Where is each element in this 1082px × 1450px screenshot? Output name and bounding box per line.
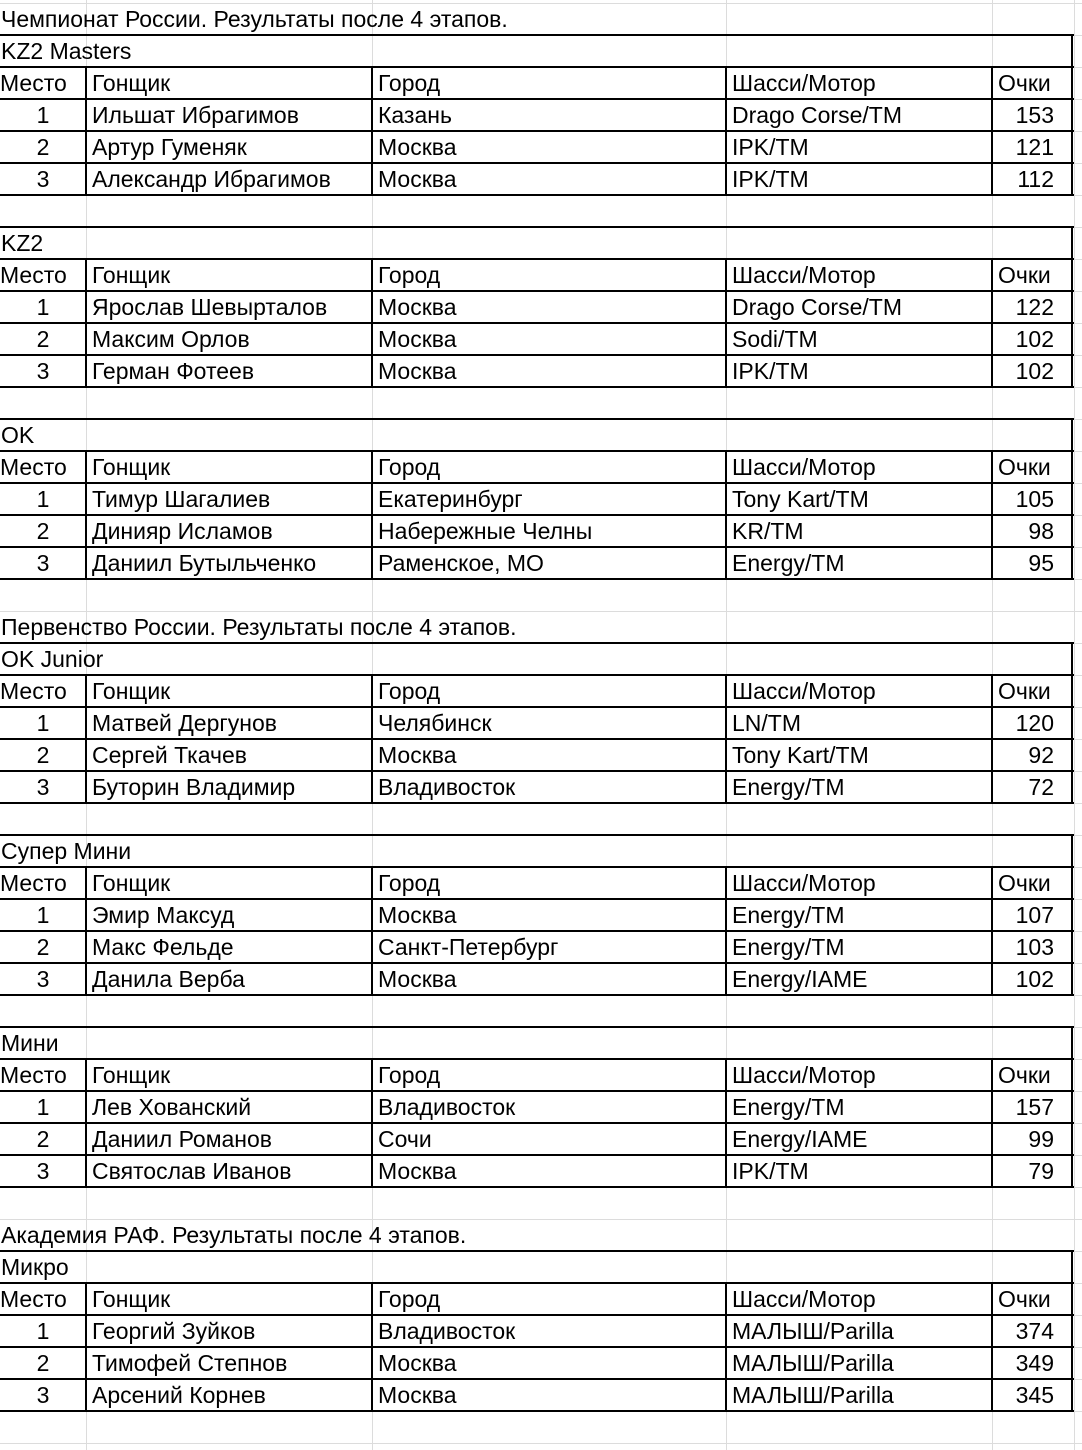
column-header-city: Город (378, 1062, 441, 1088)
table-row (0, 1315, 1074, 1347)
column-header-points: Очки (998, 678, 1051, 704)
driver-cell: Эмир Максуд (92, 902, 235, 928)
column-header-city: Город (378, 70, 441, 96)
table-row (0, 131, 1074, 163)
column-header-points: Очки (998, 454, 1051, 480)
class-name: KZ2 Masters (1, 38, 132, 64)
column-header-place: Место (0, 1062, 67, 1088)
column-header-driver: Гонщик (92, 1286, 171, 1312)
class-top-border (0, 1026, 1074, 1028)
table-row (0, 707, 1074, 739)
driver-cell: Тимофей Степнов (92, 1350, 288, 1376)
column-border (1071, 1282, 1073, 1411)
place-cell: 3 (36, 966, 50, 992)
right-border (1071, 226, 1073, 259)
points-cell: 107 (1015, 902, 1054, 928)
place-cell: 3 (36, 358, 50, 384)
row-border (0, 802, 1074, 804)
column-header-city: Город (378, 870, 441, 896)
driver-cell: Даниил Романов (92, 1126, 273, 1152)
chassis-cell: МАЛЫШ/Parilla (732, 1350, 894, 1376)
column-header-driver: Гонщик (92, 1062, 171, 1088)
city-cell: Москва (378, 294, 457, 320)
place-cell: 3 (36, 550, 50, 576)
chassis-cell: Energy/TM (732, 1094, 845, 1120)
place-cell: 2 (36, 742, 50, 768)
class-name: Мини (1, 1030, 59, 1056)
column-border (725, 1282, 727, 1411)
city-cell: Москва (378, 166, 457, 192)
column-header-place: Место (0, 678, 67, 704)
place-cell: 2 (36, 326, 50, 352)
place-cell: 3 (36, 1158, 50, 1184)
column-header-driver: Гонщик (92, 678, 171, 704)
table-row (0, 515, 1074, 547)
column-header-place: Место (0, 870, 67, 896)
points-cell: 102 (1015, 326, 1054, 352)
table-header-row (0, 67, 1074, 99)
column-border (991, 674, 993, 803)
city-cell: Челябинск (378, 710, 492, 736)
table-header-row (0, 675, 1074, 707)
place-cell: 1 (36, 486, 50, 512)
driver-cell: Ярослав Шевырталов (92, 294, 328, 320)
place-cell: 1 (36, 902, 50, 928)
place-cell: 2 (36, 518, 50, 544)
class-top-border (0, 418, 1074, 420)
chassis-cell: Drago Corse/TM (732, 102, 902, 128)
column-header-chassis: Шасси/Мотор (732, 262, 876, 288)
city-cell: Москва (378, 134, 457, 160)
class-top-border (0, 834, 1074, 836)
column-header-points: Очки (998, 870, 1051, 896)
column-border (85, 258, 87, 387)
column-border (85, 866, 87, 995)
city-cell: Сочи (378, 1126, 432, 1152)
column-header-chassis: Шасси/Мотор (732, 454, 876, 480)
class-top-border (0, 226, 1074, 228)
column-header-chassis: Шасси/Мотор (732, 1286, 876, 1312)
city-cell: Москва (378, 358, 457, 384)
driver-cell: Даниил Бутыльченко (92, 550, 317, 576)
class-top-border (0, 34, 1074, 36)
city-cell: Владивосток (378, 774, 516, 800)
column-header-city: Город (378, 454, 441, 480)
points-cell: 345 (1015, 1382, 1054, 1408)
points-cell: 99 (1028, 1126, 1054, 1152)
column-header-place: Место (0, 1286, 67, 1312)
city-cell: Москва (378, 1158, 457, 1184)
column-border (1071, 674, 1073, 803)
place-cell: 2 (36, 1126, 50, 1152)
table-row (0, 739, 1074, 771)
chassis-cell: KR/TM (732, 518, 804, 544)
points-cell: 349 (1015, 1350, 1054, 1376)
row-border (0, 1186, 1074, 1188)
column-header-chassis: Шасси/Мотор (732, 1062, 876, 1088)
table-row (0, 1091, 1074, 1123)
city-cell: Москва (378, 326, 457, 352)
place-cell: 1 (36, 102, 50, 128)
chassis-cell: IPK/TM (732, 358, 809, 384)
driver-cell: Ильшат Ибрагимов (92, 102, 299, 128)
points-cell: 102 (1015, 966, 1054, 992)
column-header-driver: Гонщик (92, 454, 171, 480)
class-name: OK Junior (1, 646, 104, 672)
row-border (0, 578, 1074, 580)
column-header-chassis: Шасси/Мотор (732, 70, 876, 96)
driver-cell: Георгий Зуйков (92, 1318, 256, 1344)
table-row (0, 355, 1074, 387)
column-border (85, 674, 87, 803)
column-border (725, 66, 727, 195)
right-border (1071, 1250, 1073, 1283)
column-border (85, 1058, 87, 1187)
column-header-chassis: Шасси/Мотор (732, 870, 876, 896)
right-border (1071, 834, 1073, 867)
table-header-row (0, 867, 1074, 899)
points-cell: 105 (1015, 486, 1054, 512)
driver-cell: Сергей Ткачев (92, 742, 247, 768)
table-row (0, 483, 1074, 515)
column-header-city: Город (378, 678, 441, 704)
city-cell: Владивосток (378, 1318, 516, 1344)
column-border (1071, 450, 1073, 579)
column-header-points: Очки (998, 70, 1051, 96)
column-header-place: Место (0, 70, 67, 96)
place-cell: 2 (36, 934, 50, 960)
table-header-row (0, 259, 1074, 291)
city-cell: Москва (378, 1382, 457, 1408)
chassis-cell: IPK/TM (732, 134, 809, 160)
column-header-driver: Гонщик (92, 870, 171, 896)
column-border (725, 674, 727, 803)
chassis-cell: Tony Kart/TM (732, 486, 869, 512)
points-cell: 98 (1028, 518, 1054, 544)
column-header-points: Очки (998, 1286, 1051, 1312)
column-border (725, 450, 727, 579)
column-border (85, 450, 87, 579)
column-border (991, 450, 993, 579)
driver-cell: Макс Фельде (92, 934, 234, 960)
table-row (0, 899, 1074, 931)
points-cell: 157 (1015, 1094, 1054, 1120)
column-header-chassis: Шасси/Мотор (732, 678, 876, 704)
points-cell: 95 (1028, 550, 1054, 576)
gridline-horizontal (0, 1443, 1082, 1444)
chassis-cell: МАЛЫШ/Parilla (732, 1318, 894, 1344)
driver-cell: Буторин Владимир (92, 774, 296, 800)
place-cell: 1 (36, 294, 50, 320)
column-header-place: Место (0, 454, 67, 480)
column-header-city: Город (378, 262, 441, 288)
column-border (371, 258, 373, 387)
chassis-cell: Energy/TM (732, 902, 845, 928)
points-cell: 72 (1028, 774, 1054, 800)
place-cell: 2 (36, 134, 50, 160)
championship-title: Чемпионат России. Результаты после 4 этапов. (1, 6, 508, 32)
driver-cell: Арсений Корнев (92, 1382, 266, 1408)
column-border (371, 450, 373, 579)
class-top-border (0, 1250, 1074, 1252)
column-border (725, 866, 727, 995)
class-top-border (0, 642, 1074, 644)
table-row (0, 99, 1074, 131)
place-cell: 3 (36, 166, 50, 192)
points-cell: 92 (1028, 742, 1054, 768)
row-border (0, 994, 1074, 996)
driver-cell: Александр Ибрагимов (92, 166, 331, 192)
city-cell: Москва (378, 966, 457, 992)
table-row (0, 1379, 1074, 1411)
table-row (0, 931, 1074, 963)
row-border (0, 386, 1074, 388)
driver-cell: Лев Хованский (92, 1094, 252, 1120)
class-name: Супер Мини (1, 838, 132, 864)
right-border (1071, 418, 1073, 451)
driver-cell: Матвей Дергунов (92, 710, 277, 736)
column-border (371, 866, 373, 995)
column-border (991, 1058, 993, 1187)
points-cell: 121 (1015, 134, 1054, 160)
points-cell: 122 (1015, 294, 1054, 320)
column-border (725, 258, 727, 387)
column-border (1071, 66, 1073, 195)
city-cell: Москва (378, 742, 457, 768)
right-border (1071, 34, 1073, 67)
column-border (371, 66, 373, 195)
city-cell: Москва (378, 902, 457, 928)
column-header-points: Очки (998, 1062, 1051, 1088)
championship-title: Первенство России. Результаты после 4 этапов. (1, 614, 517, 640)
chassis-cell: Drago Corse/TM (732, 294, 902, 320)
column-border (991, 258, 993, 387)
place-cell: 3 (36, 1382, 50, 1408)
right-border (1071, 642, 1073, 675)
points-cell: 120 (1015, 710, 1054, 736)
column-border (725, 1058, 727, 1187)
table-header-row (0, 1059, 1074, 1091)
driver-cell: Максим Орлов (92, 326, 250, 352)
table-row (0, 291, 1074, 323)
table-header-row (0, 451, 1074, 483)
table-row (0, 1155, 1074, 1187)
column-header-city: Город (378, 1286, 441, 1312)
row-border (0, 194, 1074, 196)
city-cell: Казань (378, 102, 452, 128)
class-name: KZ2 (1, 230, 44, 256)
column-border (1071, 258, 1073, 387)
city-cell: Санкт-Петербург (378, 934, 559, 960)
driver-cell: Герман Фотеев (92, 358, 255, 384)
place-cell: 2 (36, 1350, 50, 1376)
chassis-cell: МАЛЫШ/Parilla (732, 1382, 894, 1408)
chassis-cell: Sodi/TM (732, 326, 818, 352)
chassis-cell: LN/TM (732, 710, 801, 736)
table-row (0, 771, 1074, 803)
table-row (0, 323, 1074, 355)
city-cell: Екатеринбург (378, 486, 523, 512)
place-cell: 3 (36, 774, 50, 800)
chassis-cell: IPK/TM (732, 166, 809, 192)
column-border (991, 66, 993, 195)
points-cell: 103 (1015, 934, 1054, 960)
column-border (1071, 1058, 1073, 1187)
chassis-cell: Energy/IAME (732, 1126, 868, 1152)
city-cell: Москва (378, 1350, 457, 1376)
column-border (85, 66, 87, 195)
driver-cell: Святослав Иванов (92, 1158, 292, 1184)
column-header-points: Очки (998, 262, 1051, 288)
points-cell: 112 (1017, 166, 1054, 192)
chassis-cell: IPK/TM (732, 1158, 809, 1184)
table-row (0, 963, 1074, 995)
table-row (0, 1123, 1074, 1155)
row-border (0, 1410, 1074, 1412)
table-row (0, 547, 1074, 579)
place-cell: 1 (36, 710, 50, 736)
column-border (85, 1282, 87, 1411)
driver-cell: Динияр Исламов (92, 518, 273, 544)
column-header-driver: Гонщик (92, 70, 171, 96)
class-name: Микро (1, 1254, 69, 1280)
chassis-cell: Energy/IAME (732, 966, 868, 992)
gridline-vertical (1074, 0, 1075, 1450)
points-cell: 102 (1015, 358, 1054, 384)
championship-title: Академия РАФ. Результаты после 4 этапов. (1, 1222, 467, 1248)
table-row (0, 1347, 1074, 1379)
points-cell: 374 (1015, 1318, 1054, 1344)
right-border (1071, 1026, 1073, 1059)
city-cell: Владивосток (378, 1094, 516, 1120)
place-cell: 1 (36, 1094, 50, 1120)
points-cell: 153 (1015, 102, 1054, 128)
chassis-cell: Tony Kart/TM (732, 742, 869, 768)
driver-cell: Артур Гуменяк (92, 134, 247, 160)
points-cell: 79 (1028, 1158, 1054, 1184)
city-cell: Набережные Челны (378, 518, 593, 544)
column-border (1071, 866, 1073, 995)
column-border (991, 1282, 993, 1411)
table-row (0, 163, 1074, 195)
place-cell: 1 (36, 1318, 50, 1344)
driver-cell: Тимур Шагалиев (92, 486, 271, 512)
column-border (991, 866, 993, 995)
chassis-cell: Energy/TM (732, 550, 845, 576)
column-border (371, 1058, 373, 1187)
city-cell: Раменское, МО (378, 550, 544, 576)
chassis-cell: Energy/TM (732, 774, 845, 800)
table-header-row (0, 1283, 1074, 1315)
class-name: OK (1, 422, 35, 448)
chassis-cell: Energy/TM (732, 934, 845, 960)
column-border (371, 674, 373, 803)
column-header-driver: Гонщик (92, 262, 171, 288)
column-header-place: Место (0, 262, 67, 288)
driver-cell: Данила Верба (92, 966, 245, 992)
column-border (371, 1282, 373, 1411)
